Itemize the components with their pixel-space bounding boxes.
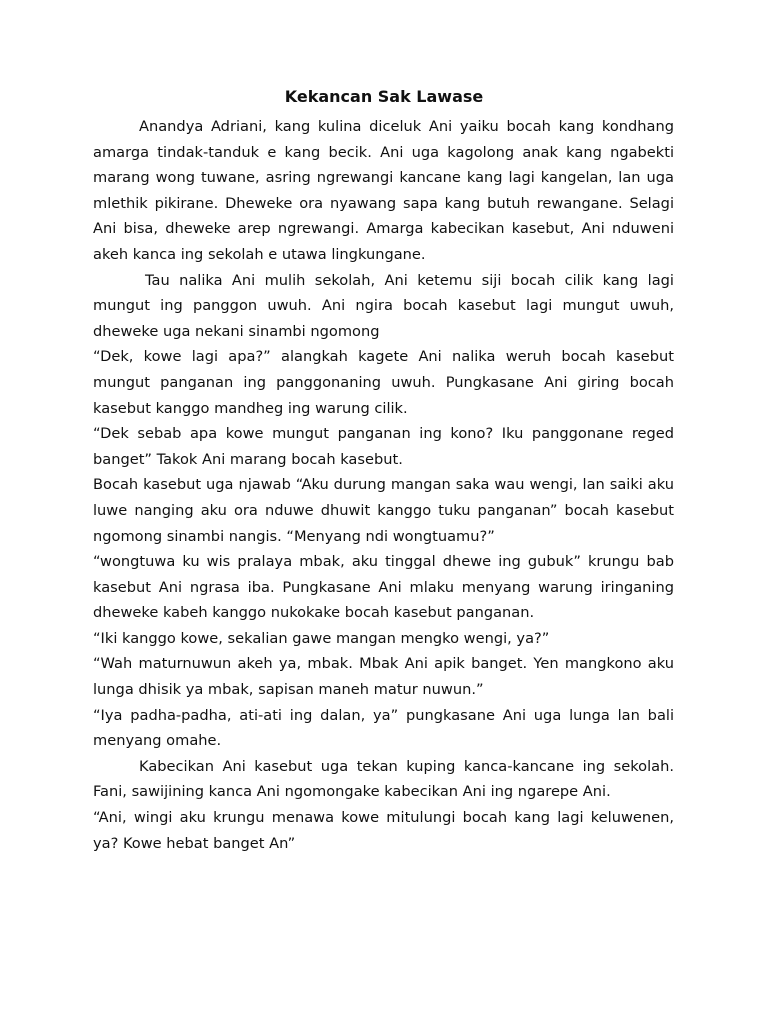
paragraph: Anandya Adriani, kang kulina diceluk Ani yaiku bocah kang kondhang amarga tindak-tanduk e kang becik. Ani uga kagolong anak kang ngabekti marang wong tuwane, asring ngrewangi kancane kang lagi kangelan, lan uga mlethik pikirane. Dheweke ora nyawang sapa kang butuh rewangane. Selagi Ani bisa, dheweke arep ngrewangi. Amarga kabecikan kasebut, Ani nduweni akeh kanca ing sekolah e utawa lingkungane. [93,118,674,263]
paragraph: “Iya padha-padha, ati-ati ing dalan, ya” pungkasane Ani uga lunga lan bali menyang omahe. [93,706,674,750]
paragraph: “Dek sebab apa kowe mungut panganan ing kono? Iku panggonane reged banget” Takok Ani marang bocah kasebut. [93,425,674,468]
paragraph: “Dek, kowe lagi apa?” alangkah kagete Ani nalika weruh bocah kasebut mungut panganan ing panggonaning uwuh. Pungkasane Ani giring bocah kasebut kanggo mandheg ing warung cilik. [93,348,674,417]
paragraph: “wongtuwa ku wis pralaya mbak, aku tinggal dhewe ing gubuk” krungu bab kasebut Ani ngrasa iba. Pungkasane Ani mlaku menyang warung iringaning dheweke kabeh kanggo nukokake bocah kasebut panganan. [93,553,674,622]
paragraph: Bocah kasebut uga njawab “Aku durung mangan saka wau wengi, lan saiki aku luwe nanging aku ora nduwe dhuwit kanggo tuku panganan” bocah kasebut ngomong sinambi nangis. “Menyang ndi wongtuamu?” [93,476,674,545]
document-body [93,114,674,856]
paragraph: “Ani, wingi aku krungu menawa kowe mitulungi bocah kang lagi keluwenen, ya? Kowe hebat banget An” [93,809,674,852]
paragraph: “Wah maturnuwun akeh ya, mbak. Mbak Ani apik banget. Yen mangkono aku lunga dhisik ya mbak, sapisan maneh matur nuwun.” [93,655,674,699]
paragraph: Tau nalika Ani mulih sekolah, Ani ketemu siji bocah cilik kang lagi mungut ing panggon uwuh. Ani ngira bocah kasebut lagi mungut uwuh, dheweke uga nekani sinambi ngomong [93,271,674,340]
paragraph: Kabecikan Ani kasebut uga tekan kuping kanca-kancane ing sekolah. Fani, sawijining kanca Ani ngomongake kabecikan Ani ing ngarepe Ani. [93,757,674,801]
page-title: Kekancan Sak Lawase [284,87,484,106]
paragraph: “Iki kanggo kowe, sekalian gawe mangan mengko wengi, ya?” [93,629,550,647]
